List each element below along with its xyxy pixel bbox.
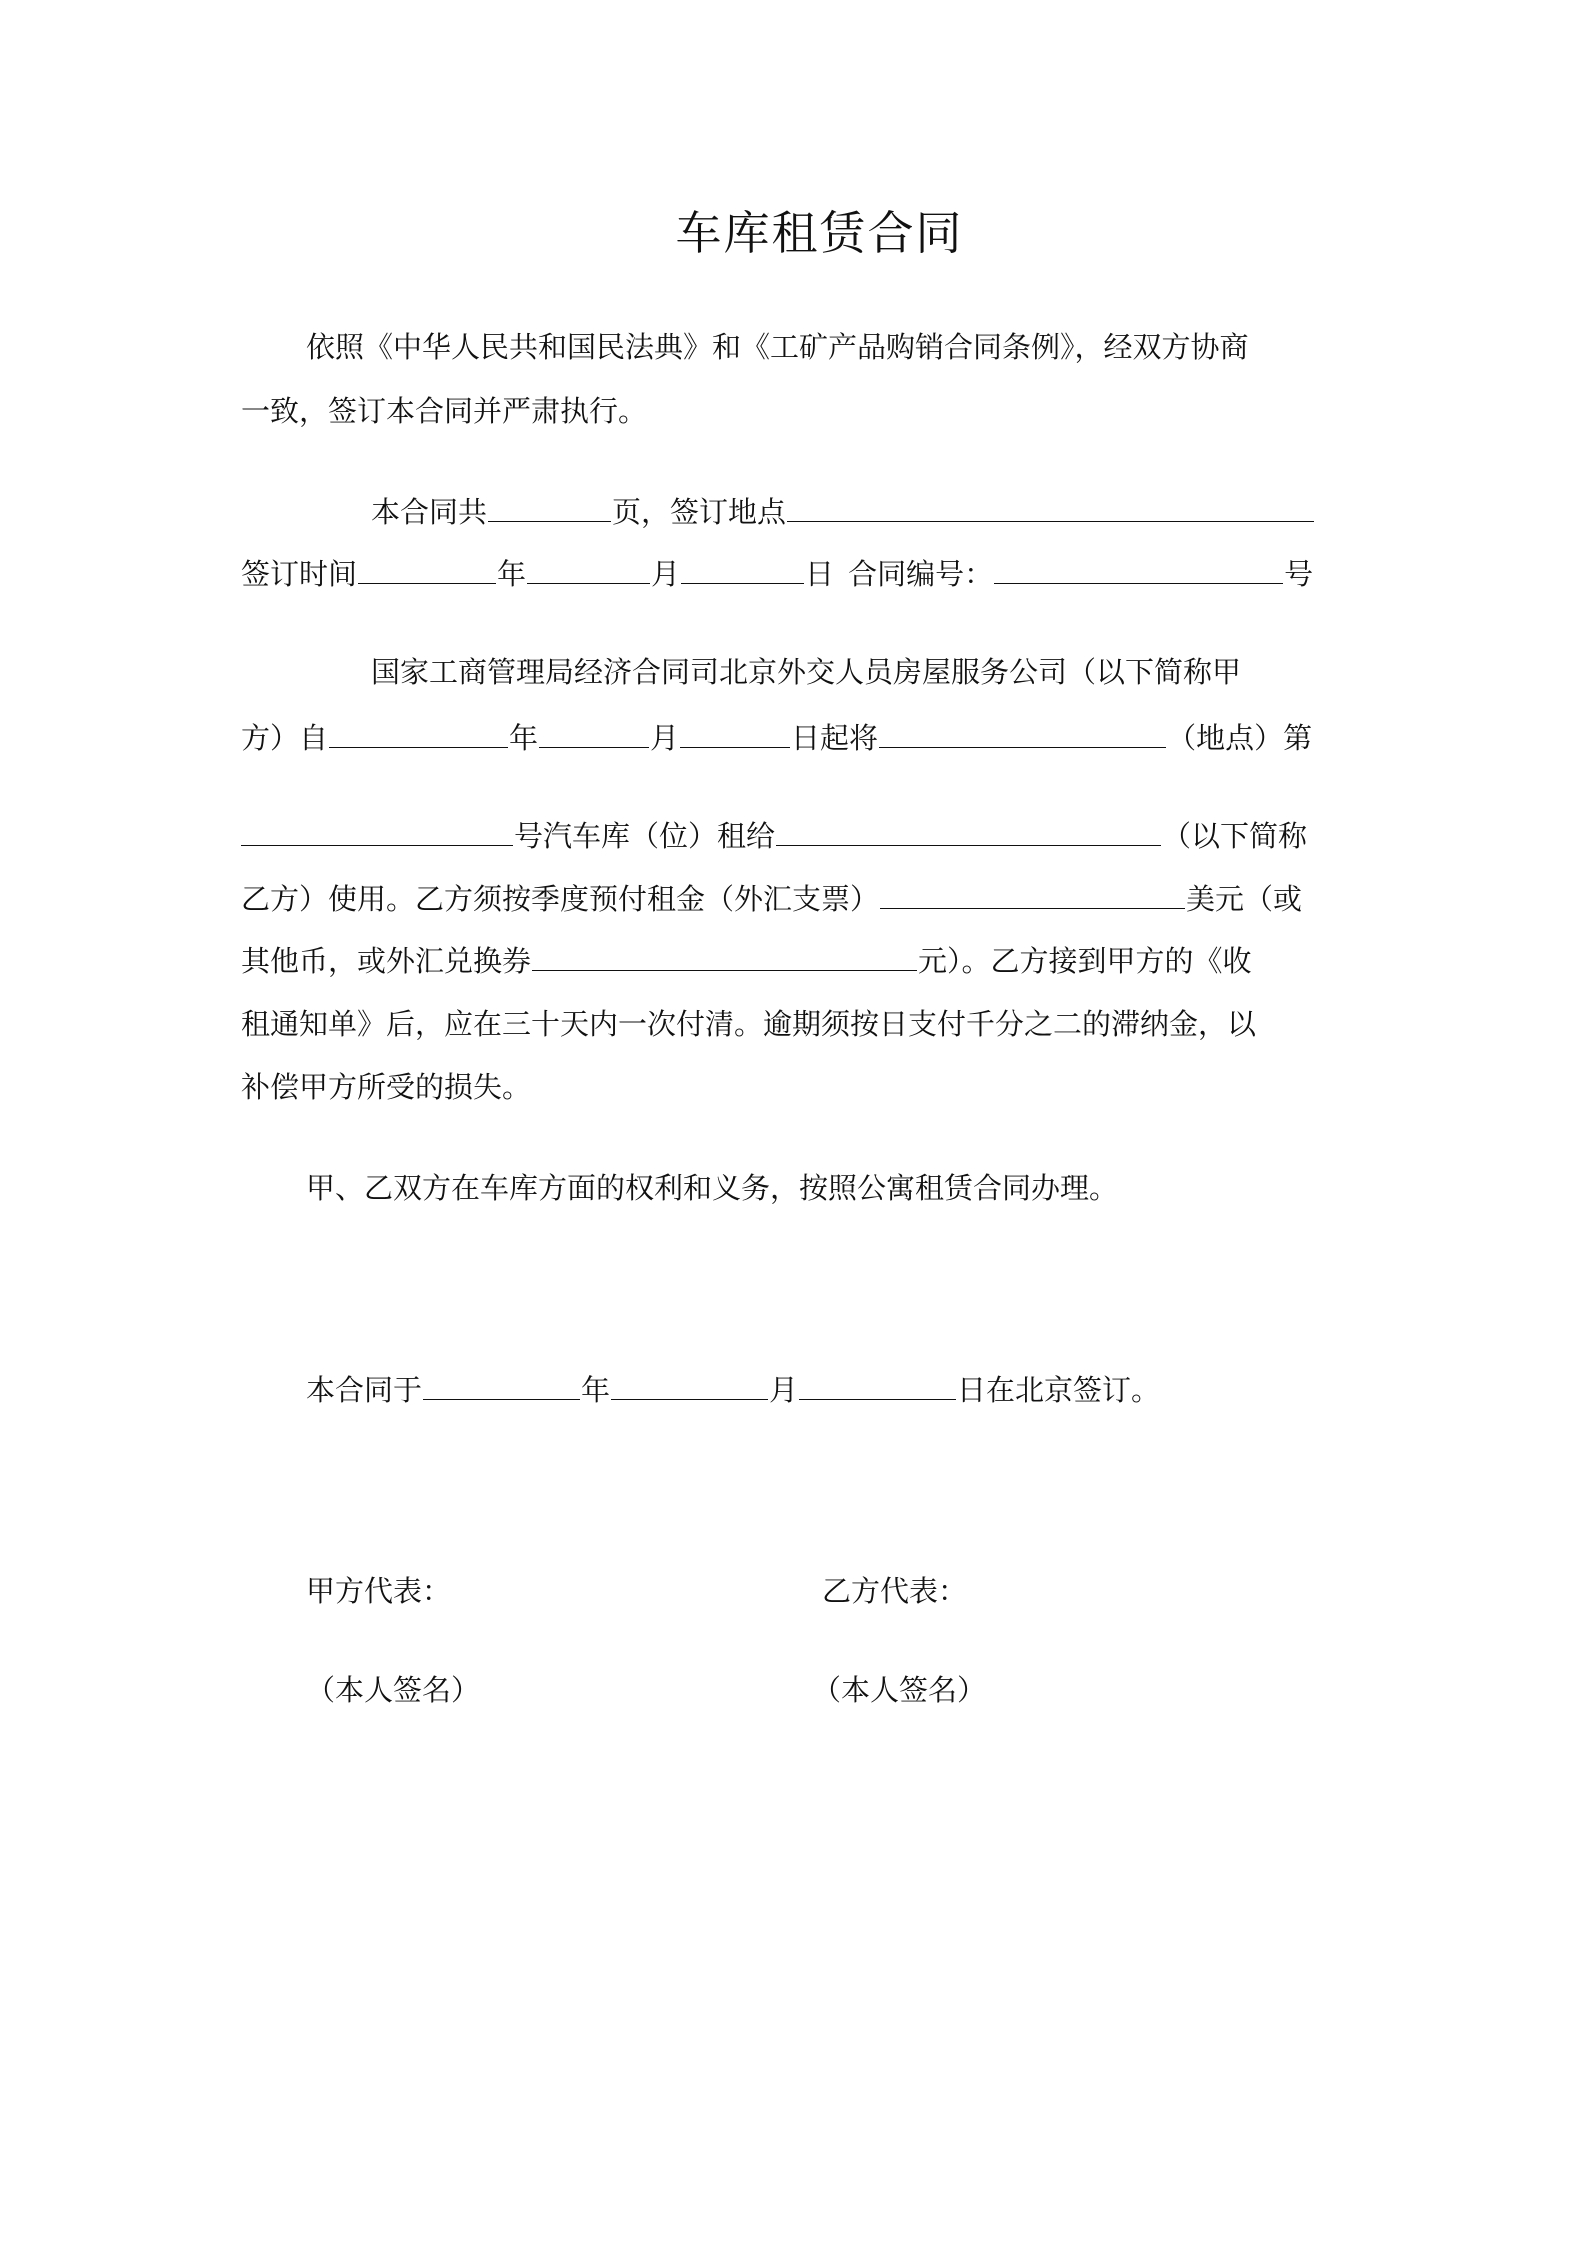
number-suffix: 号 xyxy=(1284,557,1314,591)
signing-month-blank[interactable] xyxy=(611,1369,768,1400)
meta-date-line xyxy=(241,553,1313,594)
fec-end-text: 元）。乙方接到甲方的《收 xyxy=(918,944,1252,978)
body-p2-line-1 xyxy=(241,815,1307,856)
start-month-label: 月 xyxy=(650,721,680,755)
date-day-blank[interactable] xyxy=(681,553,804,584)
body-p2-line-3 xyxy=(241,940,1252,981)
garage-number-blank[interactable] xyxy=(241,815,513,846)
contract-no-label: 合同编号： xyxy=(848,557,994,591)
pages-suffix: 页，签订地点 xyxy=(612,495,787,529)
signing-year-blank[interactable] xyxy=(423,1369,580,1400)
date-month-blank[interactable] xyxy=(527,553,650,584)
start-year-label: 年 xyxy=(509,721,539,755)
party-b-signature: （本人签名） xyxy=(812,1673,987,1707)
fec-text: 其他币，或外汇兑换券 xyxy=(241,944,532,978)
date-prefix: 签订时间 xyxy=(241,557,358,591)
body-p2-line-4: 租通知单》后，应在三十天内一次付清。逾期须按日支付千分之二的滞纳金，以 xyxy=(241,1007,1257,1041)
p2-text-a: 号汽车库（位）租给 xyxy=(514,819,776,853)
p1-text-a: 方）自 xyxy=(241,721,329,755)
pages-prefix: 本合同共 xyxy=(371,495,488,529)
start-year-blank[interactable] xyxy=(329,717,508,748)
year-label: 年 xyxy=(497,557,527,591)
start-day-blank[interactable] xyxy=(680,717,790,748)
body-p3: 甲、乙双方在车库方面的权利和义务，按照公寓租赁合同办理。 xyxy=(306,1171,1119,1205)
tenant-blank[interactable] xyxy=(776,815,1161,846)
rent-usd-blank[interactable] xyxy=(880,878,1185,909)
signing-prefix: 本合同于 xyxy=(306,1373,423,1407)
pages-blank[interactable] xyxy=(488,491,611,522)
signing-year-label: 年 xyxy=(581,1373,611,1407)
signing-day-blank[interactable] xyxy=(799,1369,956,1400)
body-p1-line-1: 国家工商管理局经济合同司北京外交人员房屋服务公司（以下简称甲 xyxy=(371,655,1242,689)
contract-no-blank[interactable] xyxy=(994,553,1283,584)
signing-suffix: 日在北京签订。 xyxy=(957,1373,1161,1407)
p1-text-end: （地点）第 xyxy=(1167,721,1313,755)
garage-location-blank[interactable] xyxy=(879,717,1166,748)
start-month-blank[interactable] xyxy=(539,717,649,748)
location-blank[interactable] xyxy=(787,491,1314,522)
usd-text: 美元（或 xyxy=(1186,882,1303,916)
body-p2-line-2 xyxy=(241,878,1302,919)
document-title: 车库租赁合同 xyxy=(675,206,964,260)
signing-month-label: 月 xyxy=(769,1373,799,1407)
rent-text: 乙方）使用。乙方须按季度预付租金（外汇支票） xyxy=(241,882,880,916)
date-year-blank[interactable] xyxy=(358,553,496,584)
party-a-representative: 甲方代表： xyxy=(306,1574,452,1608)
day-label: 日 xyxy=(805,557,835,591)
body-p2-line-5: 补偿甲方所受的损失。 xyxy=(241,1070,532,1104)
body-p1-line-2 xyxy=(241,717,1312,758)
p2-text-end: （以下简称 xyxy=(1162,819,1308,853)
rent-fec-blank[interactable] xyxy=(532,940,917,971)
signing-date-line xyxy=(306,1369,1160,1410)
start-day-label: 日起将 xyxy=(791,721,879,755)
intro-line-1: 依照《中华人民共和国民法典》和《工矿产品购销合同条例》，经双方协商 xyxy=(306,330,1249,364)
party-b-representative: 乙方代表： xyxy=(822,1574,968,1608)
party-a-signature: （本人签名） xyxy=(306,1673,481,1707)
meta-pages-line xyxy=(371,491,1315,532)
intro-line-2: 一致，签订本合同并严肃执行。 xyxy=(241,394,648,428)
month-label: 月 xyxy=(651,557,681,591)
